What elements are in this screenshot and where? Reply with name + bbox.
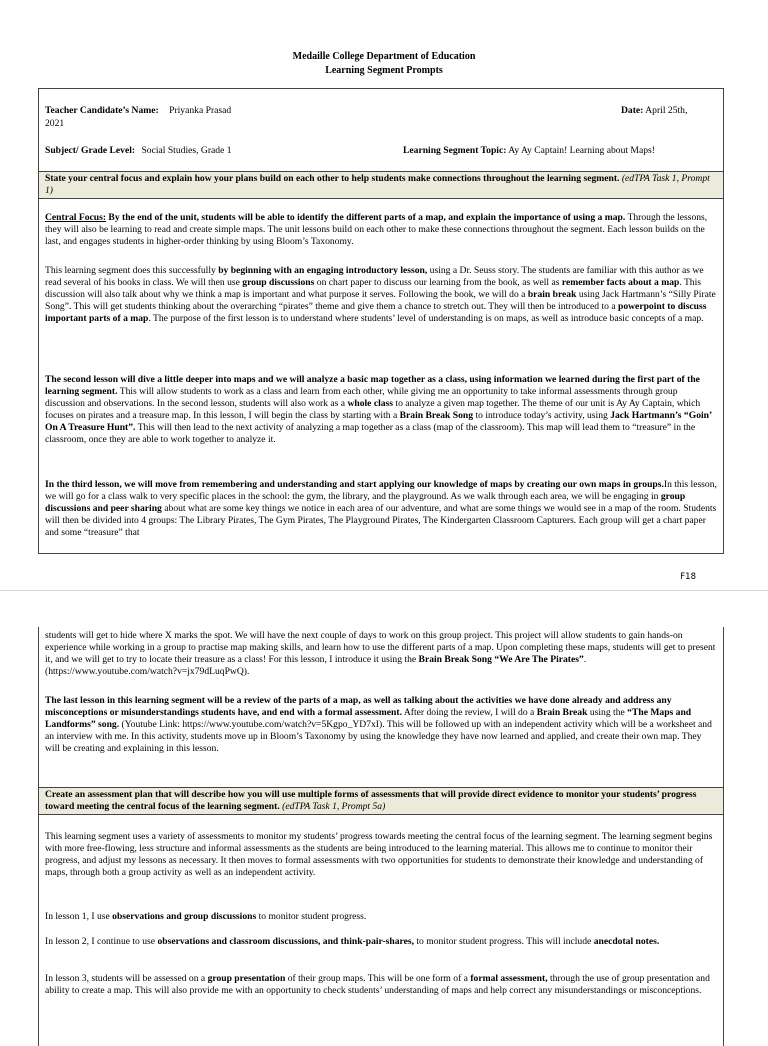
central-focus-statement: By the end of the unit, students will be able to identify the different parts of a map, and explain the importance of using a map. [108,212,626,223]
prompt-table-continued [38,626,724,1046]
name-label: Teacher Candidate’s Name: [45,105,159,116]
lesson-2-assessment [39,936,723,948]
p1-text-k: . The purpose of the first lesson is to understand where students’ level of understanding is on maps, as well as introduce basic concepts of a map. [148,313,704,325]
prompt-2 [39,787,723,815]
page-number: F18 [680,572,696,582]
lesson-1-paragraph [39,265,723,325]
p2-text-f: to introduce today’s activity, using [475,410,608,422]
topic-field [403,145,655,157]
central-focus-paragraph [39,212,723,248]
p1-bold-b: by beginning with an engaging introductory lesson, [218,265,428,276]
p1-text-a: This learning segment does this successfully [45,265,216,276]
subject-label: Subject/ Grade Level: [45,145,136,156]
p2-bold-c: whole class [347,398,394,410]
lesson-1-assessment [39,911,723,923]
p1-text-c: using a Dr. Seuss story. The students are familiar with this author as we read several of his books in class. We will then use [45,265,704,289]
p2-text-h: This will then lead to the next activity of analyzing a map together as a class (map of the classroom). This map will lead them to “treasure” in the classroom, once they are able to work together to analyze it. [45,422,696,446]
header-college: Medaille College Department of Education [292,51,476,62]
topic-label: Learning Segment Topic: [403,145,507,156]
prompt-1-ref: (edTPA Task 1, Prompt 1) [45,173,710,197]
assessment-text: This learning segment uses a variety of assessments to monitor my students’ progress towards meeting the central focus of the learning segment. The learning segment begins with more free-flowing, less structure and informal assessments as the students are being introduced to the learning material. This allows me to continue to monitor their progress, and adjust my lessons as necessary. It then moves to formal assessments with two opportunities for students to demonstrate their knowledge and understanding of maps, through both a group activity as well as an independent activity. [45,831,713,879]
lesson-3-assessment [39,973,723,997]
lesson-2-paragraph [39,374,723,447]
l2-text-c: to monitor student progress. This will include [416,936,592,947]
l3-bold-b: group presentation [207,973,286,984]
p3-text-b: In this lesson, we will go for a class walk to very specific places in the school: the gym, the library, and the playground. As we walk through each area, we will be engaging in [45,479,717,503]
p2-bold-a: The second lesson will dive a little deeper into maps and we will analyze a basic map together as a class, using information we learned during the first part of the learning segment. [45,374,700,398]
p3-text-d: about what are some key things we notice in each area of our adventure, and what are some things we would see in a map of the room. Students will then be divided into 4 groups: The Library Pirates, The Gym Pirates, The Playground Pirates, The Kindergarten Classroom Capturers. Each group will get a chart paper and some “treasure” that [45,503,717,539]
date-field [621,105,687,117]
assessment-paragraph [39,831,723,879]
document-page-2 [0,590,768,1024]
p4-text-f: (Youtube Link: https://www.youtube.com/watch?v=5Kgpo_YD7xI). This will be followed up with an independent activity which will be a worksheet and an interview with me. In this activity, students move up in Bloom’s Taxonomy by using the knowledge they have now learned and applied, and create their own map. They will be creating and explaining in this lesson. [45,719,712,755]
prompt-2-ref: (edTPA Task 1, Prompt 5a) [282,801,386,813]
p2-text-b: This will allow students to work as a class and learn from each other, while giving me an opportunity to take informal assessments through group discussion and observations. In the second lesson, students will also work as a [45,386,678,410]
p1-bold-j: powerpoint to discuss important parts of a map [45,301,707,325]
p4-bold-c: Brain Break [536,707,588,719]
subject-value: Social Studies, Grade 1 [141,145,232,156]
central-focus-label: Central Focus: [45,212,107,223]
p1-text-g: . This discussion will also talk about why we think a map is important and what purpose it serves. Following the book, we will do a [45,277,702,301]
l2-bold-b: observations and classroom discussions, and think-pair-shares, [157,936,414,947]
l1-text-c: to monitor student progress. [258,911,367,922]
p3-bold-c: group discussions and peer sharing [45,491,686,515]
p4-bold-e: “The Maps and Landforms” song. [45,707,692,731]
l2-text-a: In lesson 2, I continue to use [45,936,156,947]
lesson-3-continued [39,630,723,678]
lesson-3-paragraph [39,479,723,551]
p1-text-i: using Jack Hartmann’s “Silly Pirate Song”. This will get students thinking about the overarching “pirates” theme and give them a chance to stretch out. They will then be introduced to a [45,289,716,313]
p2-text-d: to analyze a given map together. The theme of our unit is Ay Ay Captain, which focuses on pirates and a treasure map. In this lesson, I will begin the class by starting with a [45,398,701,422]
lesson-4-paragraph [39,695,723,755]
info-row-subject [39,145,723,157]
l3-text-e: through the use of group presentation and ability to create a map. This will also provide me with an opportunity to check students’ understanding of maps and help correct any misunderstandings or misconceptions. [45,973,710,997]
p1-bold-d: group discussions [242,277,315,289]
date-value: April 25th, [645,105,688,116]
l2-bold-d: anecdotal notes. [593,936,660,947]
name-value: Priyanka Prasad [169,105,232,116]
p3-cont-link: . (https://www.youtube.com/watch?v=jx79dLuqPwQ). [45,654,587,678]
topic-value: Ay Ay Captain! Learning about Maps! [508,145,655,156]
year-value: 2021 [45,118,65,129]
central-focus-rest: Through the lessons, they will also be learning to read and create simple maps. The unit lessons build on each other to make these connections throughout the segment. Each lesson builds on the last, and engages students in higher-order thinking by using Bloom’s Taxonomy. [45,212,708,248]
page-gap [0,590,768,627]
p4-text-b: After doing the review, I will do a [403,707,535,719]
l3-text-c: of their group maps. This will be one form of a [287,973,468,984]
date-label: Date: [621,105,644,116]
p4-bold-a: The last lesson in this learning segment will be a review of the parts of a map, as well as talking about the activities we have done already and address any misconceptions or misunderstandings students have, and end with a formal assessment. [45,695,672,719]
p1-bold-f: remember facts about a map [561,277,680,289]
prompt-table [38,88,724,554]
prompt-1 [39,171,723,199]
l1-bold-b: observations and group discussions [112,911,257,922]
l3-text-a: In lesson 3, students will be assessed on a [45,973,206,984]
p2-bold-g: Jack Hartmann’s “Goin’ On A Treasure Hunt”. [45,410,712,434]
p3-cont-song: Brain Break Song “We Are The Pirates” [418,654,584,666]
prompt-1-text: State your central focus and explain how your plans build on each other to help students make connections throughout the learning segment. [45,173,620,184]
l1-text-a: In lesson 1, I use [45,911,110,922]
p1-text-e: on chart paper to discuss our learning from the book, as well as [316,277,560,289]
p3-cont-text: students will get to hide where X marks the spot. We will have the next couple of days to work on this group project. This project will allow students to gain hands-on experience while working in a group to practise map making skills, and learn how to use the different parts of a map. Upon completing these maps, students will get to present it, and we will get to try to locate their treasure as a class! For this lesson, I introduce it using the [45,630,716,666]
p1-bold-h: brain break [527,289,577,301]
l3-bold-d: formal assessment, [470,973,548,984]
header-title: Learning Segment Prompts [325,65,443,76]
p3-bold-a: In the third lesson, we will move from remembering and understanding and start applying our knowledge of maps by creating our own maps in groups. [45,479,664,490]
p4-text-d: using the [589,707,625,719]
info-row-name [39,105,723,117]
prompt-2-text: Create an assessment plan that will describe how you will use multiple forms of assessments that will provide direct evidence to monitor your students’ progress toward meeting the central focus of the learning segment. [45,789,697,813]
p2-bold-e: Brain Break Song [399,410,474,422]
